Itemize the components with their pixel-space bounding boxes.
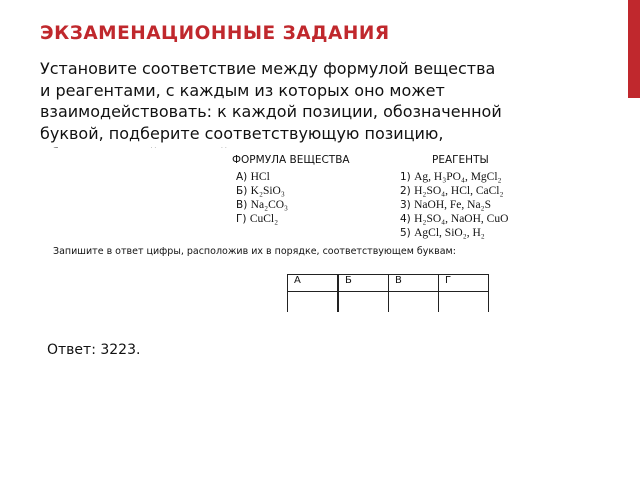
grid-header-cell: А [288, 275, 339, 292]
grid-value-cell [389, 292, 439, 313]
formula-item: Б) K₂SiO₃ [236, 185, 285, 197]
question-line: буквой, подберите соответствующую позицию, [40, 123, 444, 143]
reagent-item: 2) H₂SO₄, HCl, CaCl₂ [400, 185, 504, 197]
reagents-column-header: РЕАГЕНТЫ [432, 154, 489, 166]
answer-grid [287, 274, 489, 312]
accent-bar [628, 0, 640, 98]
grid-header-cell: В [389, 275, 439, 292]
instruction-text: Запишите в ответ цифры, расположив их в порядке, соответствующем буквам: [53, 246, 456, 257]
formula-item: Г) CuCl₂ [236, 213, 279, 225]
reagent-item: 1) Ag, H₃PO₄, MgCl₂ [400, 171, 502, 183]
reagent-item: 4) H₂SO₄, NaOH, CuO [400, 213, 509, 225]
grid-value-cell [338, 292, 389, 313]
question-line: Установите соответствие между формулой вещества [40, 59, 496, 78]
task-image [40, 148, 600, 328]
question-line: взаимодействовать: к каждой позиции, обозначенной [40, 102, 502, 121]
reagent-item: 3) NaOH, Fe, Na₂S [400, 199, 491, 211]
formula-column-header: ФОРМУЛА ВЕЩЕСТВА [232, 154, 350, 166]
formula-item: В) Na₂CO₃ [236, 199, 289, 211]
grid-header-cell: Г [439, 275, 489, 292]
answer-text: Ответ: 3223. [47, 342, 141, 358]
reagent-item: 5) AgCl, SiO₂, H₂ [400, 227, 485, 239]
grid-value-cell [439, 292, 489, 313]
slide-title: ЭКЗАМЕНАЦИОННЫЕ ЗАДАНИЯ [40, 23, 390, 44]
grid-header-cell: Б [338, 275, 389, 292]
grid-value-cell [288, 292, 339, 313]
question-line: и реагентами, с каждым из которых оно может [40, 80, 445, 100]
formula-item: А) HCl [236, 171, 270, 183]
